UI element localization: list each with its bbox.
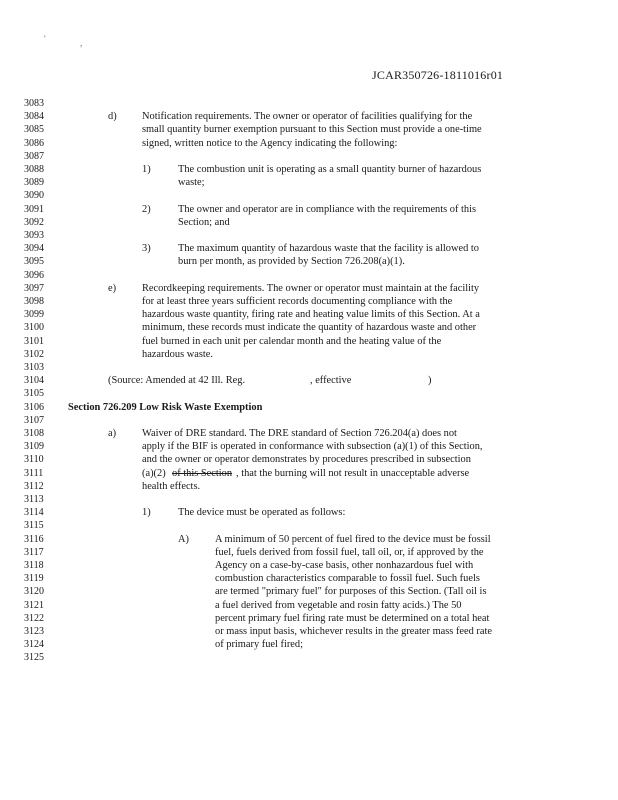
line-number: 3115 [24, 520, 44, 532]
list-marker: 2) [142, 203, 151, 215]
document-line [0, 453, 618, 466]
line-number: 3124 [24, 639, 44, 651]
line-number: 3111 [24, 467, 44, 479]
line-text: waste; [178, 177, 205, 189]
document-line [0, 599, 618, 612]
line-number: 3101 [24, 335, 44, 347]
line-text: fuel burned in each unit per calendar month and the heating value of the [142, 335, 442, 347]
line-number: 3123 [24, 626, 44, 637]
line-number: 3087 [24, 150, 44, 162]
document-line [0, 203, 618, 216]
line-number: 3122 [24, 612, 44, 624]
document-page: ' , JCAR350726-1811016r01 3083 3084 d) Notification requirements. The owner or operator of facilities qualifying for the 3085 small quantity burner exemption pursuant to this Section must provide a one-time 3086 signed, written notice to the Agency indicating the following: 3087 3088 1) The combustion unit is operating as a small quantity burner of hazardous 3089 waste; 3090 3091 2) The owner and operator are in compliance with the requirements of this 3092 Section; and 3093 3094 3) The maximum quantity of hazardous waste that the facility is allowed to 3095 burn per month, as provided by Section 726.208(a)(1). 3096 3097 e) Recordkeeping requirements. The owner or operator must maintain at the facility 3098 for at least three years sufficient records documenting compliance with the 3099 hazardous waste quantity, firing rate and heating value limits of this Section. At a 3100 minimum, these records must indicate the quantity of hazardous waste and other 3101 fuel burned in each unit per calendar month and the heating value of the 3102 hazardous waste. 3103 3104 (Source: Amended at 42 Ill. Reg. , effective ) 3105 3106 Section 726.209 Low Risk Waste Exemption 3107 3108 a) Waiver of DRE standard. The DRE standard of Section 726.204(a) does not 3109 apply if the BIF is operated in conformance with subsection (a)(1) of this Section, 3110 and the owner or operator demonstrates by procedures prescribed in subsection 3111 (a)(2) of this Section , that the burning will not result in unacceptable adverse 3112 health effects. 3113 3114 1) The device must be operated as follows: 3115 3116 A) A minimum of 50 percent of fuel fired to the device must be fossil 3117 fuel, fuels derived from fossil fuel, tall oil, or, if approved by the 3118 Agency on a case-by-case basis, other nonhazardous fuel with 3119 combustion characteristics comparable to fossil fuel. Such fuels 3120 are termed "primary fuel" for purposes of this Section. (Tall oil is 3121 a fuel derived from vegetable and rosin fatty acids.) The 50 3122 percent primary fuel firing rate must be determined on a total heat 3123 or mass input basis, whichever results in the greater mass feed rate 3124 of primary fuel fired; 3125 [0, 0, 618, 800]
document-line [0, 374, 618, 387]
line-text: Agency on a case-by-case basis, other nonhazardous fuel with [215, 560, 474, 571]
document-line [0, 533, 618, 546]
line-number: 3104 [24, 375, 44, 387]
line-number: 3089 [24, 177, 44, 189]
line-number: 3109 [24, 441, 44, 453]
document-line [0, 572, 618, 585]
line-number: 3116 [24, 533, 44, 545]
line-number: 3119 [24, 573, 44, 585]
line-number: 3092 [24, 216, 44, 228]
line-text: Section; and [178, 216, 230, 228]
document-line [0, 493, 618, 506]
section-heading: Section 726.209 Low Risk Waste Exemption [68, 401, 263, 413]
line-number: 3095 [24, 256, 44, 268]
document-line [0, 123, 618, 136]
document-line [0, 401, 618, 414]
document-line [0, 295, 618, 308]
line-number: 3106 [24, 401, 44, 413]
line-text: for at least three years sufficient records documenting compliance with the [142, 296, 453, 307]
line-number: 3094 [24, 243, 44, 255]
document-line [0, 163, 618, 176]
document-line [0, 559, 618, 572]
document-line [0, 651, 618, 664]
line-text: minimum, these records must indicate the quantity of hazardous waste and other [142, 322, 477, 334]
document-line [0, 612, 618, 625]
line-number: 3100 [24, 322, 44, 334]
line-text: Waiver of DRE standard. The DRE standard of Section 726.204(a) does not [142, 428, 457, 439]
line-number: 3114 [24, 507, 44, 519]
line-text: The owner and operator are in compliance with the requirements of this [178, 203, 477, 215]
line-number: 3103 [24, 362, 44, 373]
line-text: hazardous waste quantity, firing rate and heating value limits of this Section. At a [142, 309, 480, 321]
line-number: 3084 [24, 111, 44, 123]
line-number: 3086 [24, 137, 44, 149]
line-number: 3083 [24, 98, 44, 109]
document-line [0, 506, 618, 519]
document-line [0, 176, 618, 189]
list-marker: A) [178, 533, 189, 545]
line-text: hazardous waste. [142, 348, 213, 360]
line-text: signed, written notice to the Agency indicating the following: [142, 137, 398, 149]
document-line [0, 546, 618, 559]
list-marker: 1) [142, 164, 151, 175]
document-line [0, 414, 618, 427]
document-line [0, 189, 618, 202]
line-text: The maximum quantity of hazardous waste that the facility is allowed to [178, 243, 479, 255]
document-line [0, 97, 618, 110]
line-number: 3112 [24, 480, 44, 492]
document-line [0, 216, 618, 229]
line-text: Notification requirements. The owner or operator of facilities qualifying for the [142, 111, 473, 123]
line-text: ) [428, 375, 432, 387]
line-number: 3098 [24, 296, 44, 307]
line-number: 3108 [24, 428, 44, 439]
document-line [0, 269, 618, 282]
line-number: 3117 [24, 546, 44, 558]
list-marker: e) [108, 282, 117, 294]
document-line [0, 638, 618, 651]
line-number: 3093 [24, 230, 44, 241]
line-text: The combustion unit is operating as a small quantity burner of hazardous [178, 164, 482, 175]
line-number: 3118 [24, 560, 44, 571]
line-text: (Source: Amended at 42 Ill. Reg. [108, 375, 246, 387]
list-marker: a) [108, 428, 117, 439]
line-text: a fuel derived from vegetable and rosin fatty acids.) The 50 [215, 599, 462, 611]
document-line [0, 348, 618, 361]
list-marker: 1) [142, 507, 151, 519]
document-line [0, 625, 618, 638]
document-line [0, 255, 618, 268]
line-number: 3121 [24, 599, 44, 611]
document-id: JCAR350726-1811016r01 [372, 68, 504, 82]
line-text: percent primary fuel firing rate must be determined on a total heat [215, 612, 490, 624]
line-text: or mass input basis, whichever results in the greater mass feed rate [215, 626, 492, 637]
line-number: 3125 [24, 652, 44, 664]
line-text: combustion characteristics comparable to fossil fuel. Such fuels [215, 573, 480, 585]
line-number: 3097 [24, 282, 44, 294]
document-line [0, 440, 618, 453]
line-text: small quantity burner exemption pursuant to this Section must provide a one-time [142, 124, 482, 136]
struck-text: of this Section [172, 467, 233, 479]
line-text: health effects. [142, 480, 201, 492]
document-line [0, 585, 618, 598]
line-text: fuel, fuels derived from fossil fuel, tall oil, or, if approved by the [215, 546, 484, 558]
document-line [0, 467, 618, 480]
document-line [0, 427, 618, 440]
line-text: of primary fuel fired; [215, 639, 303, 651]
line-number: 3091 [24, 203, 44, 215]
line-number: 3090 [24, 190, 44, 202]
line-text: , effective [310, 375, 352, 387]
line-number: 3105 [24, 388, 44, 400]
document-line [0, 361, 618, 374]
line-number: 3120 [24, 586, 44, 598]
document-line [0, 308, 618, 321]
line-text: are termed "primary fuel" for purposes of this Section. (Tall oil is [215, 586, 487, 598]
line-number: 3085 [24, 124, 44, 136]
line-text: (a)(2) [142, 467, 166, 479]
line-text: and the owner or operator demonstrates by procedures prescribed in subsection [142, 454, 471, 466]
document-line [0, 480, 618, 493]
document-line [0, 387, 618, 400]
document-line [0, 137, 618, 150]
line-text: Recordkeeping requirements. The owner or operator must maintain at the facility [142, 282, 480, 294]
document-line [0, 335, 618, 348]
document-line [0, 242, 618, 255]
line-number: 3096 [24, 269, 44, 281]
line-number: 3107 [24, 414, 44, 426]
line-text: , that the burning will not result in unacceptable adverse [236, 467, 470, 479]
document-line [0, 519, 618, 532]
document-line [0, 321, 618, 334]
line-number: 3113 [24, 494, 44, 505]
list-marker: d) [108, 111, 117, 123]
document-line [0, 150, 618, 163]
document-line [0, 282, 618, 295]
document-line [0, 110, 618, 123]
line-number: 3102 [24, 348, 44, 360]
line-text: apply if the BIF is operated in conformance with subsection (a)(1) of this Section, [142, 441, 483, 453]
list-marker: 3) [142, 243, 151, 255]
line-text: The device must be operated as follows: [178, 507, 346, 519]
document-line [0, 229, 618, 242]
line-text: A minimum of 50 percent of fuel fired to the device must be fossil [215, 533, 491, 545]
line-number: 3099 [24, 309, 44, 321]
line-number: 3110 [24, 454, 44, 466]
line-text: burn per month, as provided by Section 726.208(a)(1). [178, 256, 405, 268]
line-number: 3088 [24, 164, 44, 175]
